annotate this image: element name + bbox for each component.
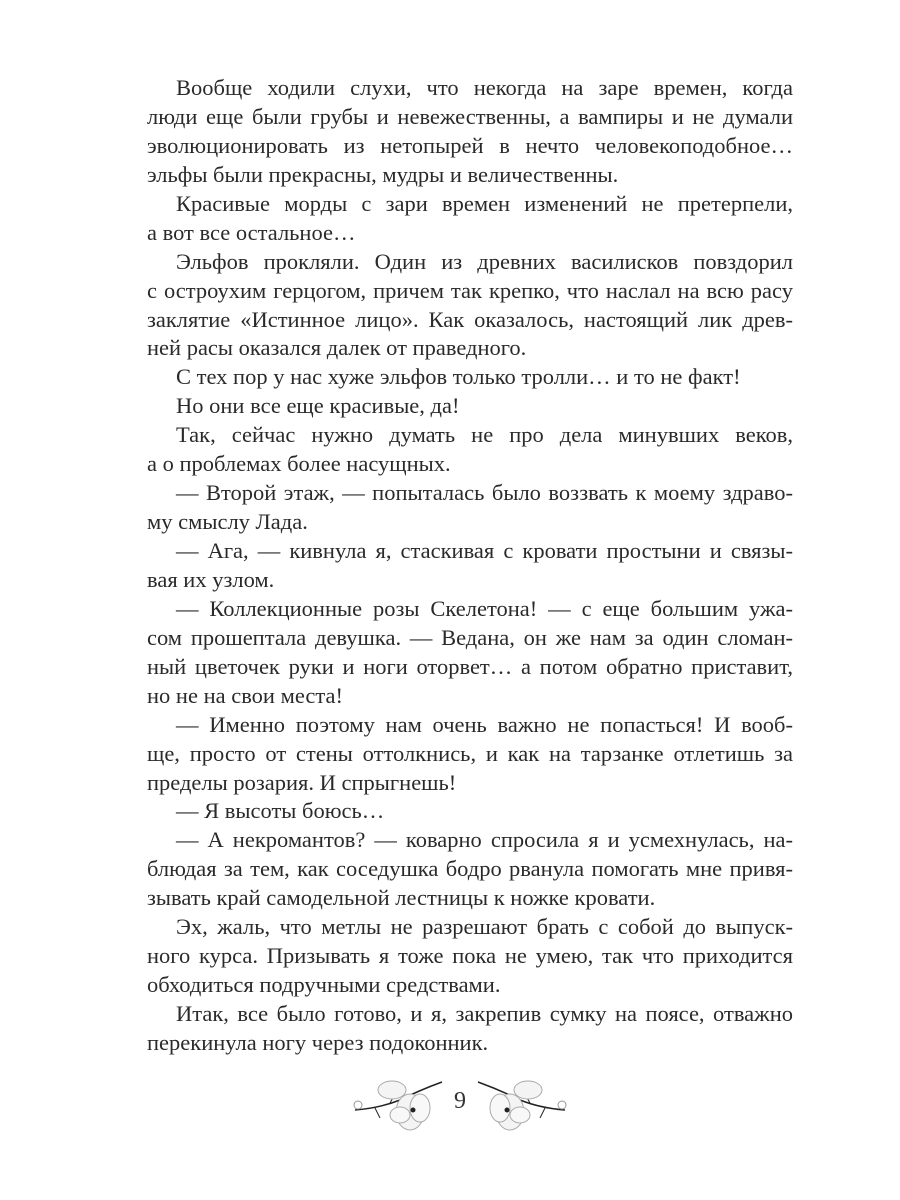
text-line: ней расы оказался далек от праведного. bbox=[147, 335, 527, 361]
text-line: — Именно поэтому нам очень важно не попасться! И вооб- bbox=[176, 711, 793, 737]
paragraph bbox=[147, 711, 793, 798]
text-line: Но они все еще красивые, да! bbox=[176, 393, 460, 419]
paragraph bbox=[147, 392, 793, 421]
page-number: 9 bbox=[454, 1088, 466, 1114]
paragraph bbox=[147, 797, 793, 826]
text-line: — Второй этаж, — попыталась было воззвать к моему здраво- bbox=[176, 480, 793, 506]
text-line: люди еще были грубы и невежественны, а вампиры и не думали bbox=[147, 103, 793, 129]
text-line: вая их узлом. bbox=[147, 566, 275, 592]
text-line: сом прошептала девушка. — Ведана, он же нам за один сломан- bbox=[147, 624, 793, 650]
text-line: с остроухим герцогом, причем так крепко, что наслал на всю расу bbox=[147, 277, 793, 303]
text-line: зывать край самодельной лестницы к ножке кровати. bbox=[147, 885, 656, 911]
text-line: эволюционировать из нетопырей в нечто человекоподобное… bbox=[147, 132, 793, 158]
text-line: эльфы были прекрасны, мудры и величественны. bbox=[147, 161, 619, 187]
text-line: Вообще ходили слухи, что некогда на заре времен, когда bbox=[176, 75, 793, 100]
paragraph bbox=[147, 595, 793, 711]
text-line: перекинула ногу через подоконник. bbox=[147, 1029, 489, 1055]
text-line: но не на свои места! bbox=[147, 682, 343, 708]
magnolia-branch-icon bbox=[475, 1070, 570, 1140]
text-line: Так, сейчас нужно думать не про дела минувших веков, bbox=[176, 422, 793, 448]
text-line: блюдая за тем, как соседушка бодро рванула помогать мне привя- bbox=[147, 856, 793, 882]
page-footer bbox=[340, 1070, 580, 1140]
text-line: ще, просто от стены оттолкнись, и как на тарзанке отлетишь за bbox=[147, 740, 793, 766]
body-text bbox=[147, 74, 793, 1058]
text-line: Красивые морды с зари времен изменений не претерпели, bbox=[176, 190, 793, 216]
text-line: — Коллекционные розы Скелетона! — с еще большим ужа- bbox=[176, 595, 793, 621]
text-line: заклятие «Истинное лицо». Как оказалось, настоящий лик древ- bbox=[147, 306, 793, 332]
text-line: — Я высоты боюсь… bbox=[176, 798, 385, 824]
text-line: Эльфов прокляли. Один из древних василисков повздорил bbox=[176, 248, 793, 274]
paragraph bbox=[147, 1000, 793, 1058]
paragraph bbox=[147, 826, 793, 913]
text-line: му смыслу Лада. bbox=[147, 509, 308, 535]
paragraph bbox=[147, 190, 793, 248]
text-line: — Ага, — кивнула я, стаскивая с кровати простыни и связы- bbox=[176, 538, 793, 563]
paragraph bbox=[147, 913, 793, 1000]
paragraph bbox=[147, 421, 793, 479]
text-line: ный цветочек руки и ноги оторвет… а потом обратно приставит, bbox=[147, 653, 793, 679]
text-line: пределы розария. И спрыгнешь! bbox=[147, 769, 457, 795]
text-line: — А некромантов? — коварно спросила я и усмехнулась, на- bbox=[176, 827, 793, 853]
paragraph bbox=[147, 248, 793, 364]
paragraph bbox=[147, 479, 793, 537]
text-line: Итак, все было готово, и я, закрепив сумку на поясе, отважно bbox=[176, 1001, 793, 1026]
paragraph bbox=[147, 363, 793, 392]
text-line: Эх, жаль, что метлы не разрешают брать с собой до выпуск- bbox=[176, 914, 793, 940]
text-line: обходиться подручными средствами. bbox=[147, 972, 501, 998]
text-line: а вот все остальное… bbox=[147, 219, 356, 245]
text-line: а о проблемах более насущных. bbox=[147, 451, 451, 477]
text-line: ного курса. Призывать я тоже пока не умею, так что приходится bbox=[147, 943, 793, 969]
text-line: С тех пор у нас хуже эльфов только тролли… и то не факт! bbox=[176, 364, 741, 390]
paragraph bbox=[147, 537, 793, 595]
paragraph bbox=[147, 74, 793, 190]
